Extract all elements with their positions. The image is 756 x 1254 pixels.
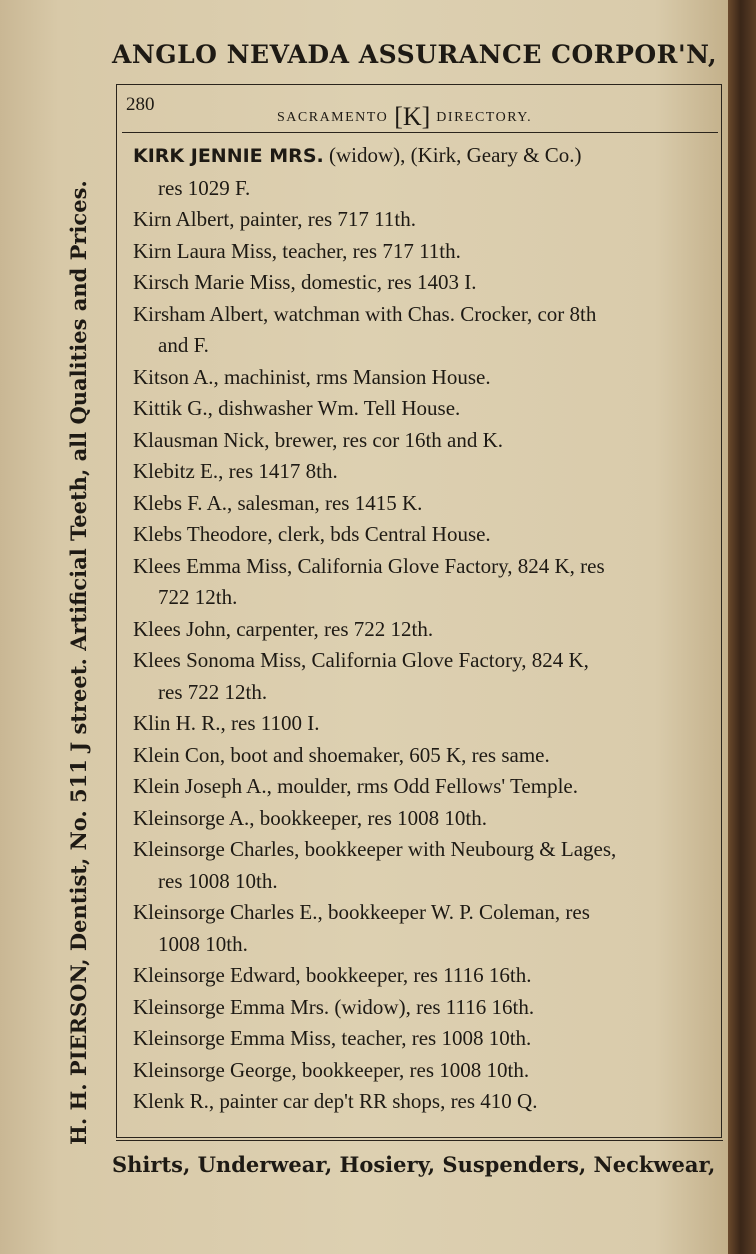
- entry-text: Kittik G., dishwasher Wm. Tell House.: [133, 396, 461, 420]
- top-advertisement: ANGLO NEVADA ASSURANCE CORPOR'N,: [112, 40, 718, 69]
- header-rule: [122, 132, 718, 133]
- entry-line: [133, 960, 717, 992]
- entry-line: [133, 1086, 717, 1118]
- directory-entry: [133, 740, 717, 772]
- entry-line: [133, 834, 717, 866]
- directory-entry: [133, 803, 717, 835]
- directory-entry: [133, 204, 717, 236]
- entry-line: [133, 992, 717, 1024]
- entry-text: Kirn Laura Miss, teacher, res 717 11th.: [133, 238, 461, 263]
- directory-entry: [133, 645, 717, 708]
- directory-entry: [133, 834, 717, 897]
- directory-entry: [133, 519, 717, 551]
- directory-entry: [133, 140, 717, 204]
- entry-line: [133, 362, 717, 394]
- page-number: 280: [126, 94, 155, 115]
- running-header: [122, 90, 717, 131]
- entry-text: Klein Con, boot and shoemaker, 605 K, res same.: [133, 742, 550, 767]
- entry-continuation: res 722 12th.: [158, 679, 268, 704]
- entry-line: [133, 204, 717, 236]
- entry-text: Kleinsorge George, bookkeeper, res 1008 10th.: [133, 1057, 530, 1082]
- running-title-left: SACRAMENTO: [277, 110, 389, 125]
- entry-line: [133, 614, 717, 646]
- entry-text: Klees Sonoma Miss, California Glove Factory, 824 K,: [133, 648, 589, 672]
- entry-text: Kitson A., machinist, rms Mansion House.: [133, 364, 491, 389]
- entry-text: Kleinsorge Emma Mrs. (widow), res 1116 16th.: [133, 994, 535, 1019]
- entry-text: Kirsch Marie Miss, domestic, res 1403 I.: [133, 270, 477, 294]
- directory-entry: [133, 236, 717, 268]
- entry-line: [133, 267, 717, 299]
- entry-line: [133, 236, 717, 268]
- entry-text: Kirn Albert, painter, res 717 11th.: [133, 207, 416, 231]
- entry-text: Klausman Nick, brewer, res cor 16th and K.: [133, 427, 504, 452]
- entry-text: Klees John, carpenter, res 722 12th.: [133, 616, 434, 641]
- directory-entry: [133, 488, 717, 520]
- directory-entry: [133, 614, 717, 646]
- running-title: [277, 98, 533, 131]
- entry-line: [133, 551, 717, 583]
- entry-text: Klebitz E., res 1417 8th.: [133, 459, 338, 483]
- entry-continuation: res 1008 10th.: [158, 868, 278, 893]
- directory-entry: [133, 456, 717, 488]
- entry-text: Kleinsorge Charles, bookkeeper with Neubourg & Lages,: [133, 837, 617, 861]
- bottom-advertisement: Shirts, Underwear, Hosiery, Suspenders, Neckwear,: [112, 1152, 716, 1177]
- entry-line: [133, 488, 717, 520]
- directory-entry: [133, 960, 717, 992]
- side-advertisement: H. H. PIERSON, Dentist, No. 511 J street. Artificial Teeth, all Qualities and Prices.: [66, 180, 91, 1145]
- running-title-right: DIRECTORY.: [436, 110, 533, 125]
- directory-entry: [133, 425, 717, 457]
- directory-entry: [133, 708, 717, 740]
- section-letter: [K]: [394, 102, 431, 131]
- directory-entry: [133, 267, 717, 299]
- entry-line: [133, 803, 717, 835]
- entry-text: Klebs Theodore, clerk, bds Central House.: [133, 522, 491, 546]
- entry-text: Kleinsorge Edward, bookkeeper, res 1116 16th.: [133, 963, 532, 987]
- entry-line: [133, 645, 717, 677]
- directory-entries: [133, 140, 717, 1118]
- entry-text: Klees Emma Miss, California Glove Factory, 824 K, res: [133, 553, 605, 578]
- directory-entry: [133, 299, 717, 362]
- entry-continuation: and F.: [158, 333, 209, 357]
- entry-line: [133, 897, 717, 929]
- entry-text: Klebs F. A., salesman, res 1415 K.: [133, 490, 423, 515]
- book-edge: [728, 0, 756, 1254]
- entry-text: (widow), (Kirk, Geary & Co.): [323, 143, 582, 167]
- directory-entry: [133, 362, 717, 394]
- entry-text: Klenk R., painter car dep't RR shops, res 410 Q.: [133, 1089, 538, 1113]
- directory-entry: [133, 897, 717, 960]
- entry-line: [133, 1055, 717, 1087]
- entry-line: [133, 1023, 717, 1055]
- entry-line: [133, 140, 717, 173]
- directory-entry: [133, 992, 717, 1024]
- entry-line: [133, 771, 717, 803]
- entry-line: [133, 299, 717, 331]
- directory-entry: [133, 1086, 717, 1118]
- entry-line: [133, 456, 717, 488]
- entry-continuation: res 1029 F.: [158, 175, 251, 200]
- entry-continuation: 1008 10th.: [158, 931, 248, 956]
- entry-line: [133, 519, 717, 551]
- entry-name: KIRK JENNIE MRS.: [133, 145, 324, 167]
- entry-line: [133, 708, 717, 740]
- directory-entry: [133, 551, 717, 614]
- directory-entry: [133, 1055, 717, 1087]
- entry-line: [133, 393, 717, 425]
- directory-entry: [133, 1023, 717, 1055]
- entry-text: Kleinsorge A., bookkeeper, res 1008 10th.: [133, 805, 487, 830]
- entry-continuation: 722 12th.: [158, 585, 238, 609]
- entry-text: Kleinsorge Emma Miss, teacher, res 1008 10th.: [133, 1026, 532, 1050]
- entry-text: Klin H. R., res 1100 I.: [133, 711, 320, 735]
- entry-line: [133, 425, 717, 457]
- entry-line: [133, 740, 717, 772]
- entry-text: Kirsham Albert, watchman with Chas. Crocker, cor 8th: [133, 301, 597, 326]
- entry-text: Kleinsorge Charles E., bookkeeper W. P. Coleman, res: [133, 900, 590, 924]
- frame-bottom-rule: [116, 1140, 723, 1141]
- directory-entry: [133, 771, 717, 803]
- entry-text: Klein Joseph A., moulder, rms Odd Fellows' Temple.: [133, 774, 578, 798]
- directory-entry: [133, 393, 717, 425]
